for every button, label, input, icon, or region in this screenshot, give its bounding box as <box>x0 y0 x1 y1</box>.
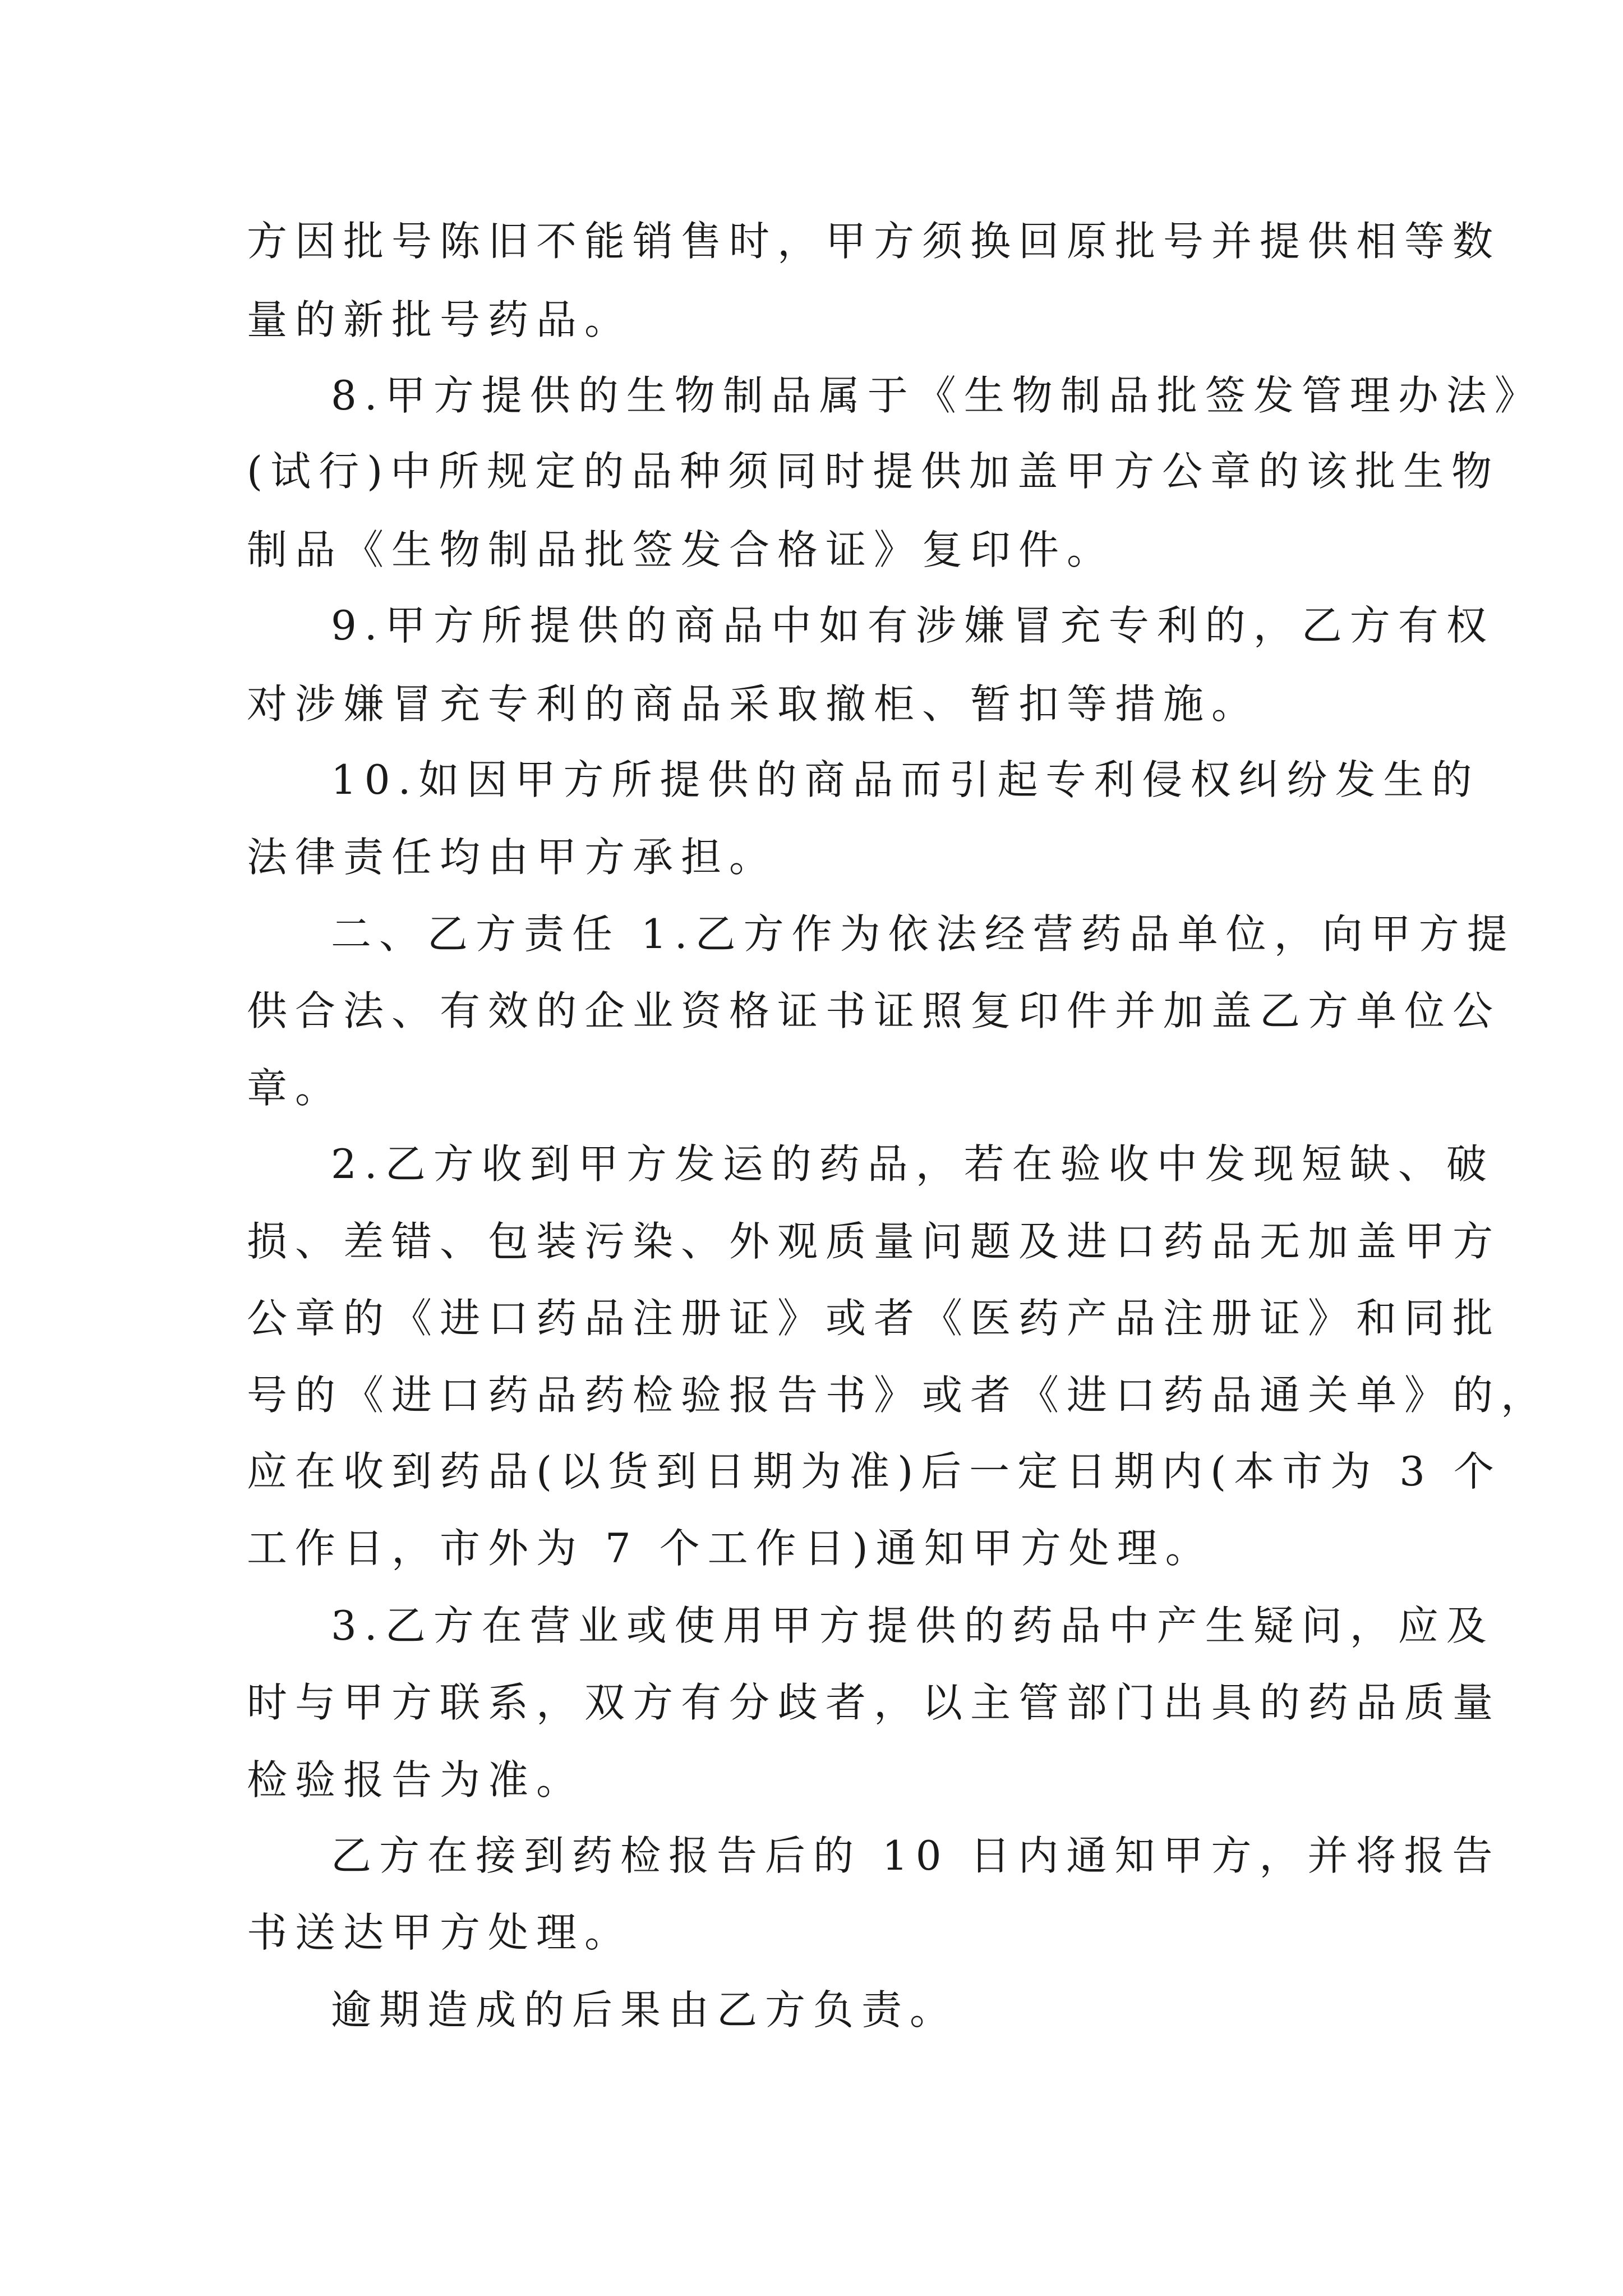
text-line: 10.如因甲方所提供的商品而引起专利侵权纠纷发生的 <box>331 756 1480 803</box>
text-line: 量的新批号药品。 <box>247 296 633 343</box>
text-line: 方因批号陈旧不能销售时，甲方须换回原批号并提供相等数 <box>247 218 1501 265</box>
text-line: 供合法、有效的企业资格证书证照复印件并加盖乙方单位公 <box>247 987 1501 1034</box>
text-line: 2.乙方收到甲方发运的药品，若在验收中发现短缺、破 <box>331 1140 1495 1188</box>
text-line: 乙方在接到药检报告后的 10 日内通知甲方，并将报告 <box>331 1832 1501 1879</box>
text-line: 损、差错、包装污染、外观质量问题及进口药品无加盖甲方 <box>247 1218 1501 1265</box>
text-line: 书送达甲方处理。 <box>247 1909 633 1956</box>
text-line: 时与甲方联系，双方有分歧者，以主管部门出具的药品质量 <box>247 1679 1501 1726</box>
text-line: 号的《进口药品药检验报告书》或者《进口药品通关单》的， <box>247 1372 1550 1419</box>
text-line: 9.甲方所提供的商品中如有涉嫌冒充专利的，乙方有权 <box>331 602 1495 649</box>
text-line: 法律责任均由甲方承担。 <box>247 834 778 881</box>
text-line: 章。 <box>247 1065 344 1112</box>
text-line: 工作日，市外为 7 个工作日)通知甲方处理。 <box>247 1525 1214 1572</box>
text-line: 8.甲方提供的生物制品属于《生物制品批签发管理办法》 <box>331 372 1543 419</box>
text-line: 公章的《进口药品注册证》或者《医药产品注册证》和同批 <box>247 1295 1501 1342</box>
text-line: (试行)中所规定的品种须同时提供加盖甲方公章的该批生物 <box>247 448 1500 495</box>
text-line: 应在收到药品(以货到日期为准)后一定日期内(本市为 3 个 <box>247 1448 1502 1495</box>
text-line: 制品《生物制品批签发合格证》复印件。 <box>247 526 1115 573</box>
text-line: 检验报告为准。 <box>247 1756 585 1803</box>
text-line: 逾期造成的后果由乙方负责。 <box>331 1986 958 2033</box>
text-line: 3.乙方在营业或使用甲方提供的药品中产生疑问，应及 <box>331 1602 1495 1649</box>
text-line: 二、乙方责任 1.乙方作为依法经营药品单位，向甲方提 <box>331 910 1515 958</box>
text-line: 对涉嫌冒充专利的商品采取撤柜、暂扣等措施。 <box>247 680 1260 728</box>
